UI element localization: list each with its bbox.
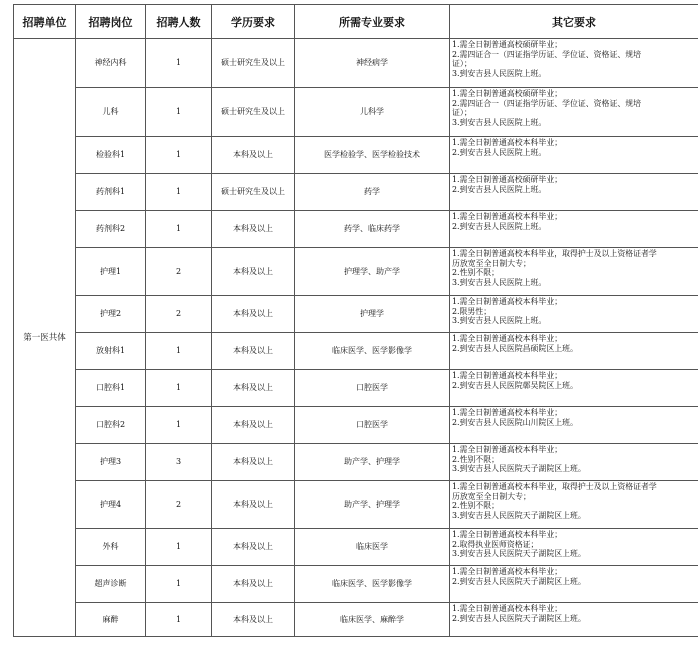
major-cell: 护理学 xyxy=(295,296,450,333)
position-cell: 儿科 xyxy=(76,88,146,137)
position-cell: 药剂科1 xyxy=(76,174,146,211)
position-cell: 口腔科2 xyxy=(76,407,146,444)
requirement-line: 2.到安吉县人民医院天子湖院区上班。 xyxy=(452,576,586,586)
requirement-line: 2.性别不限； xyxy=(452,501,499,511)
table-row xyxy=(14,407,698,444)
education-cell: 硕士研究生及以上 xyxy=(212,88,295,137)
table-row xyxy=(14,296,698,333)
recruitment-table xyxy=(13,4,698,637)
education-cell: 本科及以上 xyxy=(212,603,295,637)
position-cell: 超声诊断 xyxy=(76,566,146,603)
count-cell: 3 xyxy=(146,444,212,481)
position-cell: 检验科1 xyxy=(76,137,146,174)
requirement-line: 1.需全日制普通高校本科毕业； xyxy=(452,530,563,539)
requirement-line: 1.需全日制普通高校本科毕业； xyxy=(452,138,563,147)
education-cell: 本科及以上 xyxy=(212,481,295,529)
major-cell: 助产学、护理学 xyxy=(295,444,450,481)
table-row xyxy=(14,211,698,248)
requirement-line: 2.到安吉县人民医院天子湖院区上班。 xyxy=(452,613,586,623)
requirement-line: 1.需全日制普通高校本科毕业； xyxy=(452,212,563,221)
major-cell: 神经病学 xyxy=(295,39,450,88)
count-cell: 1 xyxy=(146,88,212,137)
position-cell: 护理2 xyxy=(76,296,146,333)
education-cell: 本科及以上 xyxy=(212,296,295,333)
major-cell: 护理学、助产学 xyxy=(295,248,450,296)
education-cell: 本科及以上 xyxy=(212,566,295,603)
unit-name-cell: 第一医共体 xyxy=(14,39,76,637)
table-row xyxy=(14,39,698,88)
requirement-line: 3.到安吉县人民医院天子湖院区上班。 xyxy=(452,464,586,474)
table-row xyxy=(14,566,698,603)
count-cell: 1 xyxy=(146,39,212,88)
requirements-cell xyxy=(450,566,698,603)
major-cell: 药学 xyxy=(295,174,450,211)
requirements-cell xyxy=(450,529,698,566)
requirement-line: 1.需全日制普通高校本科毕业； xyxy=(452,408,563,417)
requirement-line: 历放宽至全日制大专； xyxy=(452,491,531,501)
header-other: 其它要求 xyxy=(450,5,698,39)
requirements-cell xyxy=(450,603,698,637)
requirement-line: 2.到安吉县人民医院昌硕院区上班。 xyxy=(452,343,578,353)
education-cell: 本科及以上 xyxy=(212,370,295,407)
requirement-line: 2.限男性； xyxy=(452,306,492,316)
requirement-line: 1.需全日制普通高校硕研毕业； xyxy=(452,89,563,98)
position-cell: 药剂科2 xyxy=(76,211,146,248)
requirement-line: 3.到安吉县人民医院上班。 xyxy=(452,68,547,78)
position-cell: 放射科1 xyxy=(76,333,146,370)
requirement-line: 2.性别不限； xyxy=(452,454,499,464)
education-cell: 本科及以上 xyxy=(212,137,295,174)
header-unit: 招聘单位 xyxy=(14,5,76,39)
requirements-cell xyxy=(450,370,698,407)
requirement-line: 1.需全日制普通高校本科毕业； xyxy=(452,445,563,454)
requirement-line: 1.需全日制普通高校本科毕业； xyxy=(452,567,563,576)
requirement-line: 2.到安吉县人民医院上班。 xyxy=(452,184,547,194)
requirement-line: 2.到安吉县人民医院山川院区上班。 xyxy=(452,417,578,427)
requirement-line: 1.需全日制普通高校本科毕业； xyxy=(452,334,563,343)
requirement-line: 3.到安吉县人民医院天子湖院区上班。 xyxy=(452,549,586,559)
count-cell: 2 xyxy=(146,481,212,529)
table-row xyxy=(14,444,698,481)
table-row xyxy=(14,481,698,529)
education-cell: 硕士研究生及以上 xyxy=(212,174,295,211)
education-cell: 本科及以上 xyxy=(212,248,295,296)
major-cell: 口腔医学 xyxy=(295,407,450,444)
education-cell: 本科及以上 xyxy=(212,407,295,444)
major-cell: 临床医学 xyxy=(295,529,450,566)
count-cell: 1 xyxy=(146,174,212,211)
position-cell: 口腔科1 xyxy=(76,370,146,407)
requirement-line: 1.需全日制普通高校本科毕业，取得护士及以上资格证者学 xyxy=(452,249,657,258)
position-cell: 护理3 xyxy=(76,444,146,481)
count-cell: 2 xyxy=(146,248,212,296)
major-cell: 药学、临床药学 xyxy=(295,211,450,248)
position-cell: 护理1 xyxy=(76,248,146,296)
education-cell: 本科及以上 xyxy=(212,211,295,248)
requirement-line: 证）； xyxy=(452,59,472,69)
major-cell: 医学检验学、医学检验技术 xyxy=(295,137,450,174)
major-cell: 临床医学、医学影像学 xyxy=(295,333,450,370)
requirement-line: 3.到安吉县人民医院上班。 xyxy=(452,277,547,287)
requirements-cell xyxy=(450,174,698,211)
count-cell: 1 xyxy=(146,333,212,370)
requirements-cell xyxy=(450,211,698,248)
requirement-line: 2.性别不限； xyxy=(452,268,499,278)
position-cell: 神经内科 xyxy=(76,39,146,88)
requirements-cell xyxy=(450,248,698,296)
major-cell: 临床医学、医学影像学 xyxy=(295,566,450,603)
count-cell: 1 xyxy=(146,370,212,407)
requirement-line: 3.到安吉县人民医院上班。 xyxy=(452,117,547,127)
education-cell: 本科及以上 xyxy=(212,529,295,566)
education-cell: 硕士研究生及以上 xyxy=(212,39,295,88)
major-cell: 临床医学、麻醉学 xyxy=(295,603,450,637)
requirement-line: 证）； xyxy=(452,108,472,118)
header-count: 招聘人数 xyxy=(146,5,212,39)
requirements-cell xyxy=(450,39,698,88)
requirement-line: 1.需全日制普通高校本科毕业； xyxy=(452,297,563,306)
table-row xyxy=(14,137,698,174)
count-cell: 1 xyxy=(146,529,212,566)
requirements-cell xyxy=(450,137,698,174)
table-row xyxy=(14,333,698,370)
requirement-line: 3.到安吉县人民医院上班。 xyxy=(452,316,547,326)
count-cell: 1 xyxy=(146,211,212,248)
requirements-cell xyxy=(450,88,698,137)
requirement-line: 历放宽至全日制大专； xyxy=(452,258,531,268)
table-row xyxy=(14,88,698,137)
requirements-cell xyxy=(450,333,698,370)
position-cell: 外科 xyxy=(76,529,146,566)
count-cell: 1 xyxy=(146,603,212,637)
count-cell: 2 xyxy=(146,296,212,333)
requirements-cell xyxy=(450,296,698,333)
recruitment-table-container xyxy=(13,4,698,637)
requirements-cell xyxy=(450,444,698,481)
table-row xyxy=(14,370,698,407)
header-position: 招聘岗位 xyxy=(76,5,146,39)
requirement-line: 1.需全日制普通高校本科毕业； xyxy=(452,371,563,380)
position-cell: 麻醉 xyxy=(76,603,146,637)
requirement-line: 1.需全日制普通高校本科毕业，取得护士及以上资格证者学 xyxy=(452,482,657,491)
requirement-line: 2.取得执业医师资格证； xyxy=(452,539,539,549)
table-row xyxy=(14,529,698,566)
requirement-line: 2.到安吉县人民医院鄣吴院区上班。 xyxy=(452,380,578,390)
requirement-line: 3.到安吉县人民医院天子湖院区上班。 xyxy=(452,510,586,520)
requirement-line: 2.到安吉县人民医院上班。 xyxy=(452,147,547,157)
major-cell: 助产学、护理学 xyxy=(295,481,450,529)
table-row xyxy=(14,174,698,211)
education-cell: 本科及以上 xyxy=(212,444,295,481)
education-cell: 本科及以上 xyxy=(212,333,295,370)
requirement-line: 2.需四证合一（四证指学历证、学位证、资格证、规培 xyxy=(452,98,642,108)
major-cell: 口腔医学 xyxy=(295,370,450,407)
header-row xyxy=(14,5,698,39)
count-cell: 1 xyxy=(146,407,212,444)
requirement-line: 1.需全日制普通高校本科毕业； xyxy=(452,604,563,613)
requirements-cell xyxy=(450,407,698,444)
requirement-line: 2.到安吉县人民医院上班。 xyxy=(452,221,547,231)
header-major: 所需专业要求 xyxy=(295,5,450,39)
position-cell: 护理4 xyxy=(76,481,146,529)
requirement-line: 1.需全日制普通高校硕研毕业； xyxy=(452,175,563,184)
table-row xyxy=(14,603,698,637)
requirements-cell xyxy=(450,481,698,529)
count-cell: 1 xyxy=(146,137,212,174)
requirement-line: 2.需四证合一（四证指学历证、学位证、资格证、规培 xyxy=(452,49,642,59)
table-body xyxy=(14,39,698,637)
major-cell: 儿科学 xyxy=(295,88,450,137)
count-cell: 1 xyxy=(146,566,212,603)
requirement-line: 1.需全日制普通高校硕研毕业； xyxy=(452,40,563,49)
table-row xyxy=(14,248,698,296)
header-education: 学历要求 xyxy=(212,5,295,39)
